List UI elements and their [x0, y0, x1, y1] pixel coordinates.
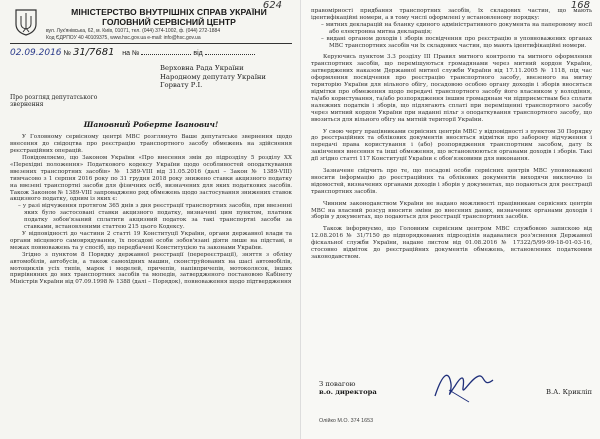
subject-line: Про розгляд депутатського — [10, 93, 98, 101]
addressee-line: Верховна Рада України — [160, 64, 244, 72]
ref-date-blank — [205, 47, 255, 55]
ref-label: на № — [122, 50, 140, 57]
paragraph: Також інформуємо, що Головним сервісним центром МВС службовою запискою від 12.08.2016 № 31/7150 до підпорядкованих підрозділів надавалися роз'яснення Державної фіскальної служби України, надане листом від 01.08.2016 № 17322/5/99-99-18-01-03-16, стосовно відміток до реєстраційних документів обмежень, встановлених податковим законодавством. — [311, 226, 592, 260]
paragraph: Керуючись пунктом 3.3 розділу III Правил митного контролю та митного оформлення транспортних засобів, що переміщуються громадянами через митний кордон України, затверджених наказом Державної митної служби України від 17.11.2005 № 1118, під час оформлення посвідчення про реєстрацію транспортного засобу, ввезеного на митну територію України для вільного обігу, посадовою особою органу доходів і зборів вносяться відмітки про обмеження щодо передачі транспортного засобу його власником у володіння, та/або користування, та/або розпорядження іншим громадянам чи підприємствам без сплати належних податків і зборів, що підлягають сплаті при переміщенні транспортного засобу через митний кордон України при наданні пільг з оподаткування транспортного засобу, що ввозиться для вільного обігу на митній території України. — [311, 54, 592, 123]
addressee-line: Горвату Р.І. — [160, 81, 203, 89]
letterhead — [46, 7, 292, 41]
letter-body-continued — [311, 8, 592, 261]
address-line: вул. Лук'янівська, 62, м. Київ, 01071, тел. (044) 374-1002, ф. (044) 272-1884 — [46, 28, 221, 34]
ref-number-blank — [141, 47, 191, 55]
handwritten-page-number: 168 — [570, 0, 590, 11]
paragraph: У свою чергу працівниками сервісних центрів МВС у відповідності з пунктом 30 Порядку до реєстраційних та облікових документів вносяться відмітки про заборону відчуження і передачі права користування і (або) розпорядження транспортним засобом, дату їх закінчення внесення та інші обмеження, що встановлюються органами доходів і зборів. Такі дії згідно статті 117 Конституції України є обов'язковими для виконання. — [311, 128, 592, 163]
header-divider — [10, 43, 292, 44]
letter-page-2 — [300, 0, 600, 439]
number-label: № — [63, 50, 71, 57]
bullet-item: – митних декларацій на бланку єдиного адміністративного документа на паперовому носії або електронна митна декларація; — [321, 21, 593, 35]
paragraph: У відповідності до частини 2 статті 19 Конституції України, органи державної влади та органи місцевого самоврядування, їх посадові особи зобов'язані діяти лише на підставі, в межах повноважень та у спосіб, що передбачені Конституцією та законами України. — [10, 231, 292, 251]
executor-line: Олійко М.О. 374 1653 — [319, 418, 374, 424]
paragraph: Згідно з пунктом 8 Порядку державної реєстрації (перереєстрації), зняття з обліку автомобілів, автобусів, а також самохідних машин, сконструйованих на шасі автомобілів, мотоциклів усіх типів, марок і моделей, причепів, напівпричепів, мотоколясок, інших прирівняних до них транспортних засобів та мопедів, затвердженого постановою Кабінету Міністрів України від 07.09.1998 № 1388 (далі – Порядок), повноваження щодо підтвердження — [10, 251, 292, 286]
letter-number: 31/7681 — [72, 47, 115, 58]
letter-body — [10, 134, 292, 286]
signer-name: В.А. Крикліп — [545, 388, 592, 396]
vid-label: від — [193, 50, 203, 57]
addressee-line: Народному депутату України — [160, 72, 266, 81]
subject-block — [10, 94, 292, 109]
paragraph: правомірності придбання транспортних засобів, їх складових частин, що мають ідентифікаційні номери, а в тому числі оформлені у встановленому порядку: — [311, 8, 592, 21]
letter-date: 02.09.2016 — [10, 48, 62, 58]
center-name: ГОЛОВНИЙ СЕРВІСНИЙ ЦЕНТР — [102, 17, 236, 27]
handwritten-page-number: 624 — [262, 0, 282, 11]
paragraph: Повідомляємо, що Законом України «Про внесення змін до підрозділу 5 розділу XX «Перехідні положення» Податкового кодексу України щодо особливостей оподаткування ввезених транспортних засобів» № 1389-VIII від 31.05.2016 (далі – Закон № 1389-VIII) тимчасово з 1 серпня 2016 року по 31 грудня 2018 року знижено ставки акцизного податку на ввезені транспортні засоби для фізичних осіб, визначених для яких податкових засобів. Також Законом № 1389-VIII запроваджено ряд обмежень щодо застосування знижених ставок акцизного податку, одним із яких є: — [10, 155, 292, 203]
bullet-item: – видані органом доходів і зборів посвідчення про реєстрацію в уповноважених органах МВС транспортних засобів чи їх складових частин, що мають ідентифікаційні номери. — [321, 35, 593, 49]
subject-line: звернення — [10, 100, 44, 108]
paragraph: У Головному сервісному центрі МВС розглянуто Вашe депутатське звернення щодо внесення до свідоцтва про реєстрацію транспортного засобу обмежень на здійснення реєстраційних операцій. — [10, 134, 292, 155]
salutation: Шановний Роберте Іванович! — [83, 120, 219, 130]
addressee-block — [160, 64, 292, 90]
ministry-name: МІНІСТЕРСТВО ВНУТРІШНІХ СПРАВ УКРАЇНИ — [71, 7, 267, 17]
coat-of-arms-icon — [14, 8, 38, 36]
outgoing-number-line — [10, 47, 292, 58]
paragraph: Чинним законодавством України не надано можливості працівникам сервісних центрів МВС на власний розсуд вносити зміни до внесених даних, визначених органами доходів і зборів у документах, що подаються для реєстрації транспортних засобів. — [311, 200, 592, 221]
bullet-item: – у разі відчуження протягом 365 днів з дня реєстрації транспортних засобів, при ввезенні яких було застосовані ставки акцизного податку, визначені цим пунктом, платник податку зобов'язаний сплатити акцизний податок за такі транспортні засоби за ставками, встановленими статтею 215 цього Кодексу. — [18, 203, 293, 231]
handwritten-signature — [429, 366, 499, 406]
registry-line: Код ЄДРПОУ 40 40109375, www.hsc.gov.ua e-mail: info@hsc.gov.ua — [46, 35, 201, 41]
signer-position: З повагою в.о. директора — [319, 380, 377, 396]
paragraph: Зазначене свідчить про те, що посадові особи сервісних центрів МВС уповноважені вносити інформацію до реєстраційних та облікових документів виходячи виключно із відомостей, визначених органами доходів і зборів у документах, що подаються для реєстрації транспортних засобів. — [311, 168, 592, 195]
